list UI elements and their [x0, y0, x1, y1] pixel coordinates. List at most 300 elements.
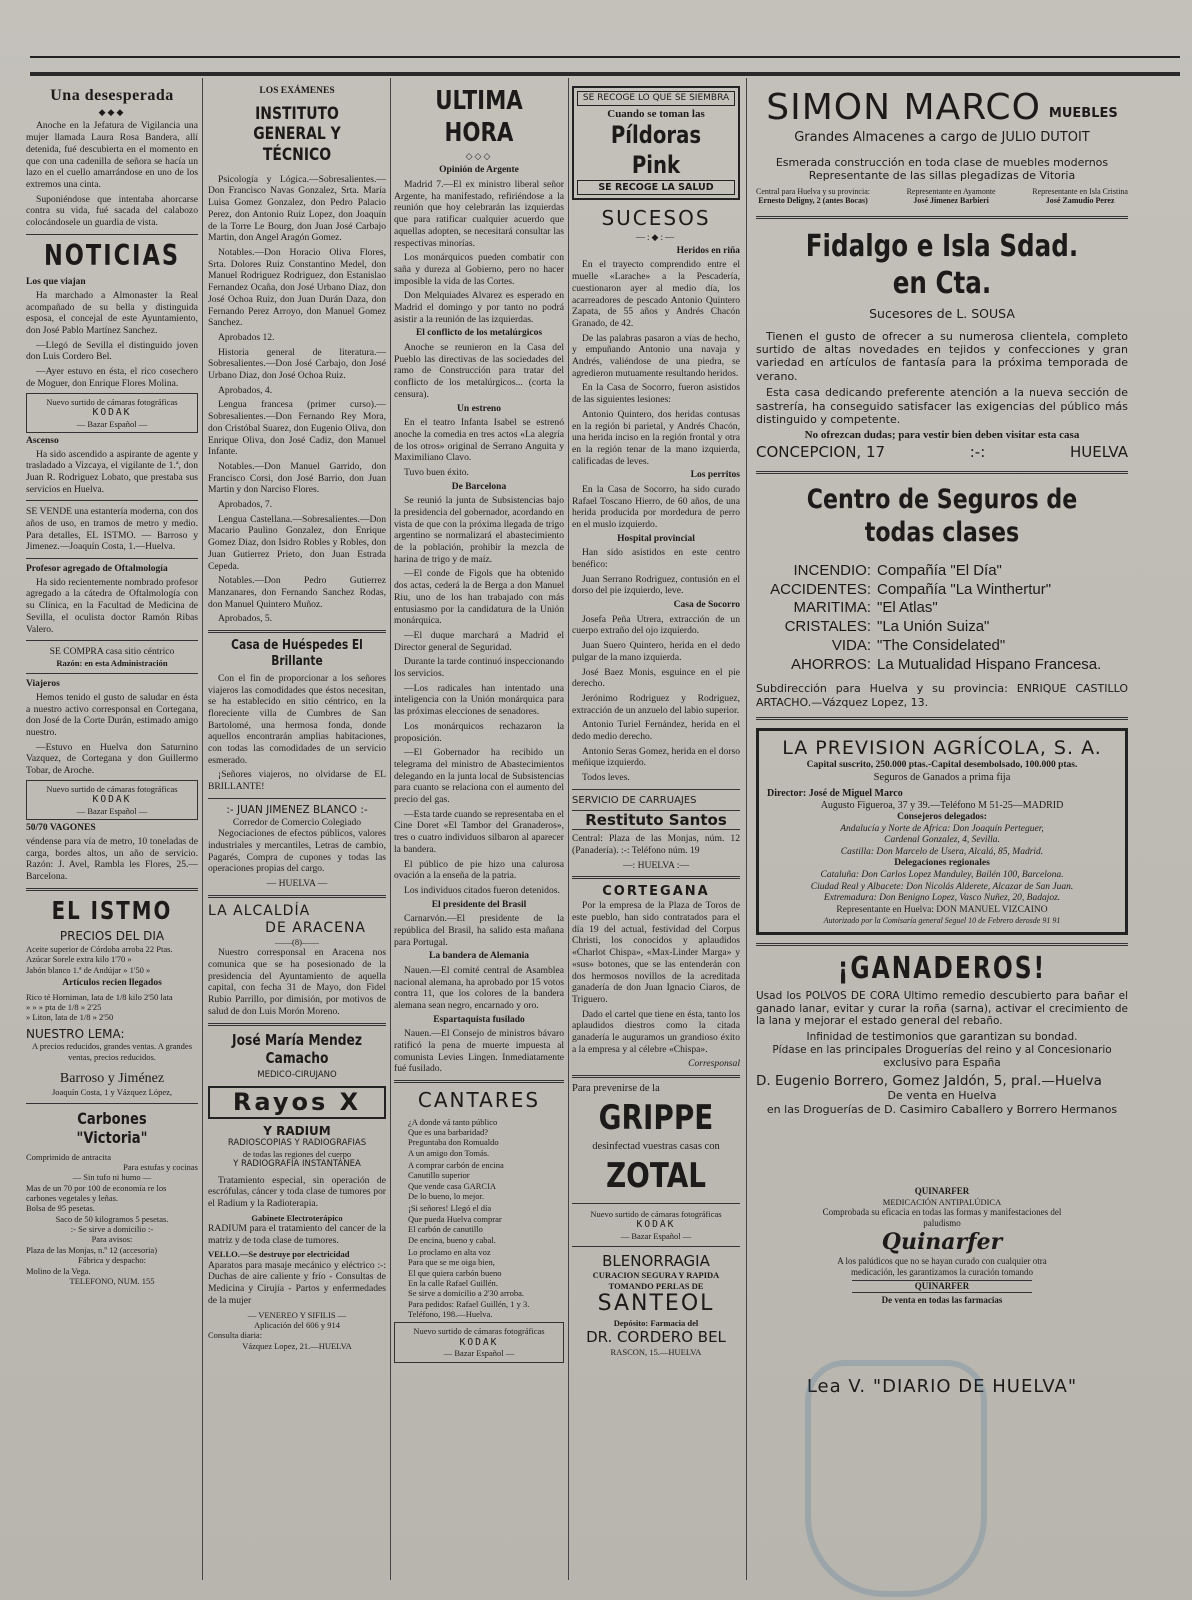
prevision-director: Director: José de Miguel Marco — [767, 787, 903, 799]
articulos-row: » Liton, lata de 1/8 » 2'50 — [26, 1012, 114, 1023]
brasil-title: El presidente del Brasil — [431, 899, 527, 910]
divider — [208, 1023, 386, 1026]
carbones-line: Comprimido de antracita — [26, 1151, 111, 1162]
socorro-text7: Todos leves. — [582, 772, 630, 784]
precios-row: Aceite superior de Córdoba arroba 22 Ptas. — [26, 944, 173, 955]
lema-title: NUESTRO LEMA: — [26, 1026, 125, 1041]
blanco-text: Negociaciones de efectos públicos, valores industriales y mercantiles, Letras de cambio, Pagarés, Compra de cupones y todas las operaciones propias del cargo. — [208, 828, 386, 875]
quinarfer-top: QUINARFER — [914, 1185, 970, 1196]
kodak-brand: KODAK — [92, 794, 132, 806]
blanco-city: — HUELVA — — [266, 878, 328, 890]
kodak-intro: Nuevo surtido de cámaras fotográficas — [46, 783, 178, 794]
hospital-text: Han sido asistidos en este centro benéfico: — [572, 547, 740, 571]
delegaciones-row: Extremadura: Don Benigno Lopez, Vasco Nuñez, 20, Badajoz. — [823, 893, 1061, 904]
ascenso-title: Ascenso — [26, 435, 59, 446]
carbones-line: Molino de la Vega. — [26, 1265, 91, 1276]
heridos-text4: Antonio Quintero, dos heridas contusas en la región bi parietal, y Andrés Chacón, una herida inciso en la región frontal y otra en la región tenar de la mano izquierda, calificadas de leves. — [572, 408, 740, 467]
library-stamp-watermark — [805, 1360, 987, 1597]
rayos-line: de todas las regiones del cuerpo — [242, 1148, 352, 1159]
fidalgo-sep: :-: — [969, 442, 986, 461]
exam-para: Aprobados, 7. — [218, 499, 273, 511]
socorro-text6: Antonio Seras Gomez, herida en el dorso meñique izquierdo. — [572, 745, 740, 769]
divider — [26, 558, 198, 559]
alcaldia-text: Nuestro corresponsal en Aracena nos comunica que se ha posesionado de la presidencia del Ayuntamiento de aquella capital, con fecha 31 de Mayo, don Fidel Rubio Parrillo, por dimisión, por motivos de salud de don Luis Morón Moreno. — [208, 947, 386, 1017]
divider — [756, 943, 1128, 946]
simon-tag: MUEBLES — [1048, 106, 1118, 122]
cantares-line: ¿A donde vá tanto público — [408, 1116, 498, 1127]
kodak-shop: — Bazar Español — — [76, 805, 148, 816]
estreno-text: En el teatro Infanta Isabel se estrenó anoche la comedia en tres actos «La alegría de los otros» original de Serrano Anguita y Maximiliano Clavo. — [394, 417, 564, 464]
hospital-title: Hospital provincial — [617, 533, 695, 544]
heridos-text: En el trayecto comprendido entre el muelle «Larache» a la Pescadería, cuestionaron ayer al medio día, los acarreadores de pescado Antonio Quintero Zapata, de 55 años y Andrés Chacón Granado, de 42. — [572, 259, 740, 329]
carbones-line: Mas de un 70 por 100 de economía re los carbones vegetales y leñas. — [26, 1182, 167, 1204]
exam-para: Notables.—Don Pedro Gutierrez Manzanares, don Fernando Sanchez Rodas, don Manuel Quintero Muñoz. — [208, 575, 386, 610]
divider — [572, 1246, 740, 1247]
barcelona-text5: —Los radicales han intentado una inteligencia con la Unión monárquica para las próximas elecciones de senadores. — [394, 682, 564, 718]
seguros-row — [756, 656, 1128, 675]
cantares-line: El carbón de canutillo — [408, 1224, 483, 1235]
cortegana-sign: Corresponsal — [688, 1058, 740, 1070]
quinarfer-ad — [822, 1186, 1062, 1306]
desesperada-text2: Suponiéndose que intentaba ahorcarse contra su vida, fué sacada del calabozo colocándosele un guardia de vista. — [26, 193, 198, 229]
seguros-sub: Subdirección para Huelva y su provincia: ENRIQUE CASTILLO ARTACHO.—Vázquez Lopez, 13. — [756, 682, 1128, 709]
consejeros-row: Andalucía y Norte de Africa: Don Joaquín Perteguer, — [840, 823, 1044, 834]
fidalgo-text2: Esta casa dedicando preferente atención a la nueva sección de sastrería, ha conseguido satisfacer las exigencias del público más distinguido y competente. — [756, 386, 1128, 426]
simon-line1: Esmerada construcción en toda clase de muebles modernos — [775, 155, 1109, 169]
carbones-line: — Sin tufo ni humo — — [72, 1172, 152, 1183]
grippe-intro: Para prevenirse de la — [572, 1083, 660, 1095]
barcelona-text4: Durante la tarde continuó inspeccionando los servicios. — [394, 656, 564, 680]
fidalgo-text: Tienen el gusto de ofrecer a su numerosa clientela, completo surtido de altas novedades en tejidos y confecciones y gran variedad en artículos de fantasía para la próxima temporada de verano. — [756, 329, 1128, 383]
carbones-line: TELEFONO, NUM. 155 — [69, 1275, 155, 1286]
prof-title: Profesor agregado de Oftalmología — [26, 564, 168, 575]
prevision-addr: Augusto Figueroa, 37 y 39.—Teléfono M 51-25—MADRID — [820, 799, 1064, 811]
kodak-brand: KODAK — [636, 1219, 676, 1231]
barcelona-title: De Barcelona — [451, 481, 507, 492]
divider — [572, 1203, 740, 1204]
carbones-line: Para avisos: — [91, 1234, 133, 1245]
exam-para: Historia general de literatura.—Sobresalientes.—Don José Carbajo, don José Urbano Diaz, don José Ochoa Ruiz. — [208, 346, 386, 382]
column-1 — [26, 82, 198, 1580]
noticias-title: NOTICIAS — [43, 238, 181, 272]
mendez-title: José María Mendez Camacho — [231, 1030, 363, 1067]
pink-title: Píldoras Pink — [610, 121, 702, 179]
cantares-line: Preguntaba don Romualdo — [408, 1137, 499, 1148]
exam-para: Psicología y Lógica.—Sobresalientes.—Don Francisco Navas Gonzalez, Srta. María Luisa Gomez Gonzalez, don Pedro Palacio Perez, don Antonio Ruiz Lopez, don Joaquín de la Torre Le Bourg, don Juan José Carbajo Martin, don Angel Aragón Gomez. — [208, 173, 386, 244]
kodak-intro: Nuevo surtido de cámaras fotográficas — [413, 1326, 545, 1337]
cantares-line: De encina, bueno y cabal. — [408, 1234, 496, 1245]
borrero-title: D. Eugenio Borrero, Gomez Jaldón, 5, pral.—Huelva — [756, 1072, 1102, 1089]
socorro-text2: Juan Suero Quintero, herida en el dedo pulgar de la mano izquierda. — [572, 640, 740, 663]
esparta-title: Espartaquista fusilado — [433, 1014, 525, 1025]
carbones-line: :- Se sirve a domicilio :- — [70, 1224, 154, 1235]
fidalgo-text3: No ofrezcan dudas; para vestir bien deben visitar esta casa — [804, 429, 1080, 442]
divider — [394, 1080, 564, 1083]
perritos-text: En la Casa de Socorro, ha sido curado Rafael Toscano Hierro, de 60 años, de una herida producida por mordedura de perro en el muslo izquierdo. — [572, 483, 740, 531]
alcaldia-title: LA ALCALDÍA — [208, 902, 311, 919]
viajan-title: Los que viajan — [26, 277, 86, 288]
deposito: Depósito: Farmacia del — [613, 1317, 699, 1328]
seguros-value: La Mutualidad Hispano Francesa. — [877, 655, 1102, 673]
socorro-text4: Jerónimo Rodriguez y Rodriguez, extracción de un anzuelo del labio superior. — [572, 692, 740, 716]
alemania-text: Nauen.—El comité central de Asamblea nacional alemana, ha aprobado por 15 votos contra 11, que los colores de la bandera alemana sean negro, encarnado y oro. — [394, 964, 564, 1012]
borrero-text: De venta en Huelva — [887, 1089, 997, 1103]
exam-para: Aprobados, 4. — [218, 384, 273, 396]
simon-reps — [756, 187, 1128, 207]
prevision-seguros: Seguros de Ganados a prima fija — [873, 772, 1011, 783]
heridos-text2: De las palabras pasaron a vías de hecho, y empuñando Antonio una navaja y Andrés, valiéndose de una piedra, se agredieron mutuamente resultando heridos. — [572, 332, 740, 379]
grippe-text: desinfectad vuestras casas con — [592, 1141, 720, 1153]
rayos-sub: Y RADIUM — [263, 1123, 331, 1138]
hospital-text2: Juan Serrano Rodriguez, contusión en el dorso del pie izquierdo, leve. — [572, 573, 740, 597]
pink-mid: Cuando se toman las — [607, 107, 705, 120]
rayos-title: Rayos X — [208, 1086, 386, 1119]
alcaldia-num: ——(8)—— — [275, 937, 319, 948]
socorro-text: Josefa Peña Utrera, extracción de un cuerpo extraño del ojo izquierdo. — [572, 613, 740, 637]
exam-para: Lengua francesa (primer curso).—Sobresalientes.—Don Fernando Rey Mora, don Cristóbal Suarez, don Eugenio Oliva, don Enrique Oliva, don José Cadiz, don Manuel Infante. — [208, 399, 386, 458]
cortegana-text: Por la empresa de la Plaza de Toros de este pueblo, han sido contratados para el día 19 del actual, festividad del Corpus Christi, los conocidos y aplaudidos «Charlot Chispa», «Max-Linder Marga» y «sus» botones, que se las entenderán con dos hermosos novillos de la acreditada ganadería de don Juan Ignacio Ciaros, de Triguero. — [572, 900, 740, 1005]
socorro-title: Casa de Socorro — [673, 600, 740, 611]
estreno-text2: Tuvo buen éxito. — [404, 466, 469, 478]
cordero-addr: RASCON, 15.—HUELVA — [610, 1346, 702, 1357]
compra-text: SE COMPRA casa sitio céntrico — [49, 646, 175, 658]
ornament: ◆◆◆ — [98, 106, 126, 117]
compra-text2: Razón: en esta Administración — [56, 657, 168, 668]
exam-para: Notables.—Don Manuel Garrido, don Francisco Corsi, don José Barrio, don Juan Martin y don Narciso Flores. — [208, 460, 386, 496]
column-5 — [756, 82, 1128, 1580]
column-2 — [208, 82, 386, 1580]
cantares-line: Teléfono, 198.—Huelva. — [408, 1309, 493, 1320]
cantares-line: El que quiera carbón bueno — [408, 1267, 502, 1278]
divider — [756, 216, 1128, 219]
pink-top: SE RECOGE LO QUE SE SIEMBRA — [577, 91, 735, 106]
cantares-line: Que vende casa GARCIA — [408, 1180, 497, 1191]
socorro-text5: Antonio Turiel Fernández, herida en el dedo medio derecho. — [572, 719, 740, 743]
seguros-label: AHORROS: — [790, 655, 871, 673]
gabinete: Gabinete Electroterápico — [251, 1212, 343, 1223]
kodak-shop: — Bazar Español — — [443, 1348, 515, 1359]
cantares-line: Para pedidos: Rafael Guillén, 1 y 3. — [408, 1298, 530, 1309]
consulta-addr: Vázquez Lopez, 21.—HUELVA — [242, 1340, 352, 1351]
fidalgo-sub: Sucesores de L. SOUSA — [869, 306, 1015, 322]
viajan-text3: —Ayer estuvo en ésta, el rico cosechero de Moguer, don Enrique Flores Molina. — [26, 366, 198, 389]
cantares-title: CANTARES — [417, 1088, 541, 1113]
blen-title: BLENORRAGIA — [602, 1252, 710, 1271]
seguros-row — [756, 637, 1128, 656]
simon-rep-value: Ernesto Deligny, 2 (antes Bocas) — [758, 196, 868, 206]
argente-text: Madrid 7.—El ex ministro liberal señor Argente, ha manifestado, refiriéndose a la reunión que hoy celebrarán las izquierdas que para ratificar cualquier acuerdo que aquellas adopten, se necesitará consultar las respectivas minorías. — [394, 178, 564, 249]
fidalgo-city: HUELVA — [1069, 442, 1128, 461]
quinarfer-text2: A los palúdicos que no se hayan curado con cualquier otra medicación, les garantizamos la curación tomando — [837, 1256, 1047, 1277]
barcelona-text: Se reunió la junta de Subsistencias bajo la presidencia del gobernador, acordando en vista de que con la próxima llegada de trigo argentino se normalizará el abastecimiento de la población, prohibir la mezcla de harina de trigo y de maíz. — [394, 495, 564, 565]
perritos-title: Los perritos — [690, 470, 740, 481]
santos-city: —: HUELVA :— — [622, 859, 690, 871]
cantares-line: Lo proclamo en alta voz — [408, 1246, 491, 1257]
seguros-title: Centro de Seguros de todas clases — [806, 484, 1078, 548]
divider — [572, 789, 740, 790]
socorro-text3: José Baez Monis, esguince en el pie derecho. — [572, 666, 740, 690]
carruajes-title: SERVICIO DE CARRUAJES — [572, 794, 697, 806]
divider — [756, 717, 1128, 720]
carbones-line: Bolsa de 95 pesetas. — [26, 1203, 95, 1214]
seguros-value: Compañía "El Día" — [877, 561, 1002, 579]
brillante-text2: ¡Señores viajeros, no olvidarse de EL BRILLANTE! — [208, 769, 386, 793]
vende-text: SE VENDE una estantería moderna, con dos años de uso, en tramos de metro y medio. Para detalles, EL ISTMO. — Barroso y Jimenez.—Joaquín Costa, 1.—Huelva. — [26, 506, 198, 553]
delegaciones-row: Cataluña: Don Carlos Lopez Manduley, Bailén 100, Barcelona. — [820, 870, 1064, 881]
ganaderos-title: ¡GANADEROS! — [837, 951, 1047, 987]
examenes-title: LOS EXÁMENES — [259, 86, 335, 96]
viajeros-text: Hemos tenido el gusto de saludar en ésta a nuestro activo corresponsal en Cortegana, don José de la Corte Durán, estimado amigo nuestro. — [26, 691, 198, 738]
seguros-row — [756, 581, 1128, 600]
cordero-title: DR. CORDERO BEL — [586, 1328, 726, 1347]
radium-text: RADIUM para el tratamiento del cancer de la matriz y de toda clase de tumores. — [208, 1222, 386, 1246]
delegaciones-row: Representante en Huelva: DON MANUEL VIZCAINO — [836, 904, 1048, 915]
divider — [26, 640, 198, 641]
divider — [26, 234, 198, 235]
simon-rep-title: Representante en Ayamonte — [906, 186, 996, 196]
quinarfer-venta: De venta en todas las farmacias — [881, 1294, 1003, 1305]
simon-rep-value: José Jimenez Barbieri — [913, 196, 989, 206]
barcelona-text10: Los individuos citados fueron detenidos. — [404, 884, 560, 896]
barcelona-text6: Los monárquicos rechazaron la proposición. — [394, 720, 564, 744]
cantares-line: En la calle Rafael Guillén. — [408, 1277, 498, 1288]
aplicacion: Aplicación del 606 y 914 — [254, 1319, 340, 1330]
seguros-label: CRISTALES: — [784, 618, 871, 636]
precios-row: Jabón blanco 1.ª de Andújar » 1'50 » — [26, 964, 151, 975]
column-4 — [572, 82, 740, 1580]
seguros-label: VIDA: — [831, 636, 871, 654]
lea-text: Lea V. "DIARIO DE HUELVA" — [806, 1375, 1078, 1397]
kodak-brand: KODAK — [459, 1336, 499, 1348]
articulos-row: » » » pta de 1/8 » 2'25 — [26, 1002, 102, 1013]
cantares-line: A comprar carbón de encina — [408, 1159, 504, 1170]
vagones-title: 50/70 VAGONES — [26, 823, 96, 834]
seguros-label: ACCIDENTES: — [770, 580, 871, 598]
blen-sub2: TOMANDO PERLAS DE — [608, 1280, 704, 1291]
prevision-auth: Autorizado por la Comisaría general Seguel 10 de Febrero derosde 91 91 — [823, 916, 1061, 926]
exam-para: Aprobados, 5. — [218, 613, 273, 625]
barcelona-text7: —El Gobernador ha recibido un telegrama del ministro de Abastecimientos delegando en la junta local de Subsistencias para cuanto se relaciona con el aumento del precio del gas. — [394, 747, 564, 806]
pink-bottom: SE RECOGE LA SALUD — [577, 180, 735, 196]
alemania-title: La bandera de Alemania — [428, 951, 530, 962]
simon-rep-title: Central para Huelva y su provincia: — [756, 186, 870, 196]
simon-title: SIMON MARCO — [766, 87, 1041, 128]
seguros-row — [756, 618, 1128, 637]
articulos-row: Rico té Horniman, lata de 1/8 kilo 2'50 lata — [26, 991, 173, 1002]
seguros-label: MARITIMA: — [793, 599, 871, 617]
metal-title: El conflicto de los metalúrgicos — [415, 328, 543, 339]
cantares-line: A un amigo don Tomás. — [408, 1147, 490, 1158]
fidalgo-title: Fidalgo e Isla Sdad. en Cta. — [805, 229, 1079, 301]
consejeros-row: Castilla: Don Marcelo de Usera, Alcalá, 85, Madrid. — [840, 846, 1044, 857]
zotal-title: ZOTAL — [605, 1156, 707, 1197]
sucesos-title: SUCESOS — [601, 206, 711, 231]
consejeros-title: Consejeros delegados: — [897, 812, 987, 823]
simon-rep-value: José Zamudio Perez — [1045, 196, 1115, 206]
kodak-ad — [26, 393, 198, 433]
argente-title: Opinión de Argente — [439, 165, 519, 176]
kodak-brand: KODAK — [92, 406, 132, 418]
rayos-text: Tratamiento especial, sin operación de escrófulas, cáncer y toda clase de tumores por el Radium y la Radioterapia. — [208, 1174, 386, 1209]
simon-rep-title: Representante en Isla Cristina — [1032, 186, 1128, 196]
kodak-shop: — Bazar Español — — [620, 1230, 692, 1241]
simon-line2: Representante de las sillas plegadizas de Vitoria — [808, 169, 1076, 183]
argente-text2: Los monárquicos pueden combatir con saña y dureza al Gobierno, pero no hacer imposible la vida de las Cortes. — [394, 252, 564, 287]
santeol-title: SANTEOL — [597, 1291, 715, 1317]
cortegana-text2: Dado el cartel que tiene en ésta, tanto los aplaudidos diestros como la citada ganadería le auguramos un grandioso éxito a la empresa y al célebre «Chispa». — [572, 1008, 740, 1055]
brillante-text: Con el fin de proporcionar a los señores viajeros las comodidades que éstos necesitan, se ha establecido en sitio céntrico, en la floreciente villa de Cumbres de San Bartolomé, una hermosa fonda, donde aquellos encontrarán amplias habitaciones, con todas las comodidades de un servicio esmerado. — [208, 672, 386, 766]
simon-header — [756, 86, 1128, 130]
quinarfer-med: MEDICACIÓN ANTIPALÚDICA — [882, 1196, 1002, 1207]
top-rule-thick — [30, 72, 1180, 76]
lema-text: A precios reducidos, grandes ventas. A grandes ventas, precios reducidos. — [31, 1041, 193, 1062]
exam-para: Lengua Castellana.—Sobresalientes.—Don Macario Paulino Gonzalez, don Enrique Gomez Diaz, don Isidro Robles y Robles, don Juan Gutierrez Prieto, don Juan Estrada Cepeda. — [208, 513, 386, 572]
ganaderos-text2: Infinidad de testimonios que garantizan su bondad. — [806, 1031, 1078, 1044]
kodak-intro: Nuevo surtido de cámaras fotográficas — [590, 1208, 722, 1219]
ganaderos-text3: Pídase en las principales Droguerías del reino y al Concesionario exclusivo para España — [772, 1044, 1112, 1069]
column-rule — [202, 78, 203, 1580]
seguros-value: "La Unión Suiza" — [877, 618, 990, 636]
ornament: —:◆:— — [636, 231, 676, 242]
santos-title: Restituto Santos — [572, 810, 740, 830]
pink-ad — [572, 86, 740, 200]
viajan-text2: —Llegó de Sevilla el distinguido joven don Luis Cordero Bel. — [26, 339, 198, 363]
barcelona-text8: —Esta tarde cuando se representaba en el Cine Doret «El Tambor del Granaderos», tres o cuatro individuos silbaron al aparecer la bandera. — [394, 808, 564, 855]
carbones-line: Para estufas y cocinas — [123, 1161, 198, 1172]
barcelona-text3: —El duque marchará a Madrid el Director general de Seguridad. — [394, 629, 564, 653]
divider — [208, 630, 386, 633]
cantares-line: Canutillo superior — [408, 1170, 470, 1181]
barroso-title: Barroso y Jiménez — [59, 1071, 165, 1087]
top-rule — [30, 56, 1180, 58]
kodak-ad — [26, 780, 198, 820]
exam-para: Aprobados 12. — [218, 331, 275, 343]
estreno-title: Un estreno — [457, 403, 501, 414]
divider — [26, 888, 198, 891]
mendez-sub: MEDICO-CIRUJANO — [257, 1070, 337, 1081]
desesperada-title: Una desesperada — [50, 87, 174, 104]
divider — [26, 673, 198, 674]
istmo-title: EL ISTMO — [51, 896, 173, 926]
fidalgo-addr-line — [756, 443, 1128, 461]
delegaciones-row: Ciudad Real y Albacete: Don Nicolás Alderete, Alcazar de San Juan. — [810, 881, 1074, 892]
desesperada-text: Anoche en la Jefatura de Vigilancia una mujer llamada Laura Rosa Bandera, allí detenida, fué descubierta en el momento en que con una cadenilla de señora se hacía un lazo en el cuello amarrándose en uno de los extremos una cinta. — [26, 120, 198, 190]
rayos-line: RADIOSCOPIAS Y RADIOGRAFIAS — [227, 1138, 367, 1149]
barcelona-text9: El público de pie hizo una calurosa ovación a la enseña de la patria. — [394, 858, 564, 882]
cantares-block — [394, 1117, 564, 1320]
exam-para: Notables.—Don Horacio Oliva Flores, Srta. Dolores Ruiz Constantino Medel, don Manuel Rodriguez Rodriguez, don Estanislao Fernandez Ocaña, don José Urbano Diaz, don José Ochoa Ruiz, don Juan Durán Daza, don Fernando Perez Arroyo, don Manuel Gomez Sanchez. — [208, 247, 386, 329]
viajeros-title: Viajeros — [26, 679, 60, 690]
cantares-line: De lo bueno, lo mejor. — [408, 1191, 485, 1202]
viajan-text: Ha marchado a Almonaster la Real acompañado de su bella y distinguida esposa, el concejal de este Ayuntamiento, don José Pablo Martínez Sanchez. — [26, 289, 198, 336]
precios-title: PRECIOS DEL DIA — [59, 929, 165, 944]
borrero-text2: en las Droguerías de D. Casimiro Caballero y Borrero Hermanos — [766, 1102, 1118, 1116]
quinarfer-text: Comprobada su eficacia en todas las formas y manifestaciones del paludismo — [822, 1207, 1062, 1229]
ganaderos-text: Usad los POLVOS DE CORA Ultimo remedio descubierto para bañar el ganado lanar, evitar y curar la roña (sarna), activar el crecimiento de la lana y mejorar el estado general del rebaño. — [756, 989, 1128, 1028]
esparta-text: Nauen.—El Consejo de ministros bávaro ratificó la pena de muerte impuesta al comunista Levies Lingen. Inmediatamente fué fusilado. — [394, 1028, 564, 1075]
ultima-title: ULTIMA HORA — [435, 86, 523, 148]
column-rule — [568, 78, 569, 1580]
metal-text: Anoche se reunieron en la Casa del Pueblo las directivas de las sociedades del ramo de Construcción para tratar del conflicto de los metalúrgicos... (corta la censura). — [394, 342, 564, 400]
cantares-line: ¡Si señores! Llegó el día — [408, 1203, 492, 1214]
prof-text: Ha sido recientemente nombrado profesor agregado a la cátedra de Oftalmología con su Clínica, en la Facultad de Medicina de Sevilla, el oculista doctor Ramón Ribas Valero. — [26, 576, 198, 635]
consejeros-row: Cardenal Gonzalez, 4, Sevilla. — [884, 835, 1000, 846]
kodak-ad — [394, 1322, 564, 1362]
seguros-label: INCENDIO: — [793, 561, 871, 579]
cantares-line: Para que se me oiga bien, — [408, 1257, 495, 1268]
seguros-value: "El Atlas" — [877, 599, 938, 617]
carbones-line: Saco de 50 kilogramos 5 pesetas. — [55, 1213, 169, 1224]
cantares-line: Se sirve a domicilio a 2'30 arroba. — [408, 1288, 525, 1299]
simon-rep — [756, 187, 870, 207]
divider — [572, 1075, 740, 1078]
heridos-title: Heridos en riña — [676, 245, 740, 256]
column-rule — [390, 78, 391, 1580]
precios-row: Azúcar Sorele extra kilo 1'70 » — [26, 954, 132, 965]
venereo: — VENEREO Y SIFILIS — — [247, 1309, 347, 1320]
divider — [208, 798, 386, 799]
brillante-title: Casa de Huéspedes El Brillante — [231, 638, 363, 669]
seguros-row — [756, 562, 1128, 581]
argente-text3: Don Melquiades Alvarez es esperado en Madrid el domingo y por tanto no podrá asistir a la reunión de las izquierdas. — [394, 290, 564, 325]
barcelona-text2: —El conde de Figols que ha obtenido dos actas, cederá la de Berga a don Manuel Riu, uno de los han trabajado con más entusiasmo por la candidatura de la Unión monárquica. — [394, 568, 564, 627]
viajeros-text2: —Estuvo en Huelva don Saturnino Vazquez, de Cortegana y don Guillermo Tobar, de Aroche. — [26, 741, 198, 777]
kodak-shop: — Bazar Español — — [76, 418, 148, 429]
simon-rep — [907, 187, 996, 207]
simon-sub: Grandes Almacenes a cargo de JULIO DUTOIT — [794, 129, 1090, 145]
blanco-title: :- JUAN JIMENEZ BLANCO :- — [226, 803, 368, 816]
aparatos-text: Aparatos para masaje mecánico y eléctrico :-: Duchas de aire caliente y frío - Consultas de Medicina y Cirujía - Partos y enfermedades de la mujer — [208, 1259, 386, 1306]
prevision-capital: Capital suscrito, 250.000 ptas.-Capital desembolsado, 100.000 ptas. — [806, 760, 1078, 771]
cantares-line: Que pueda Huelva comprar — [408, 1213, 502, 1224]
seguros-row — [756, 599, 1128, 618]
barroso-addr: Joaquín Costa, 1 y Vázquez López, — [52, 1087, 172, 1098]
simon-rep — [1032, 187, 1128, 207]
quinarfer-logo: Quinarfer — [881, 1229, 1003, 1256]
divider — [208, 895, 386, 898]
brasil-text: Carnarvón.—El presidente de la república del Brasil, ha salido esta mañana para Portugal. — [394, 913, 564, 948]
cantares-line: Que es una barbaridad? — [408, 1126, 489, 1137]
carbones-title: Carbones "Victoria" — [76, 1108, 148, 1148]
kodak-intro: Nuevo surtido de cámaras fotográficas — [46, 396, 178, 407]
divider — [756, 471, 1128, 474]
consulta: Consulta diaria: — [208, 1330, 263, 1341]
vello-text: VELLO.—Se destruye por electricidad — [208, 1249, 350, 1260]
blen-sub1: CURACION SEGURA Y RAPIDA — [592, 1270, 720, 1281]
prevision-ad — [756, 728, 1128, 935]
divider — [26, 1103, 198, 1104]
prevision-title: LA PREVISION AGRÍCOLA, S. A. — [782, 737, 1102, 760]
divider — [26, 500, 198, 501]
column-3 — [394, 82, 564, 1580]
seguros-value: Compañía "La Winthertur" — [877, 580, 1052, 598]
seguros-value: "The Considelated" — [877, 636, 1006, 654]
cortegana-title: CORTEGANA — [602, 884, 710, 900]
alcaldia-title2: DE ARACENA — [265, 919, 366, 936]
vagones-text: véndense para vía de metro, 10 toneladas de carga, bordes altos, un año de servicio. Razón: J. Avel, Rambla les Flores, 25.—Barcelona. — [26, 835, 198, 882]
column-rule — [746, 78, 747, 1580]
carbones-line: Plaza de las Monjas, n.º 12 (accesoria) — [26, 1244, 158, 1255]
fidalgo-addr: CONCEPCION, 17 — [756, 442, 886, 461]
blanco-sub: Corredor de Comercio Colegiado — [232, 816, 362, 828]
santos-text: Central: Plaza de las Monjas, núm. 12 (Panadería). :-: Teléfono núm. 19 — [572, 833, 740, 857]
instituto-title: INSTITUTO GENERAL Y TÉCNICO — [253, 103, 341, 166]
grippe-title: GRIPPE — [598, 1097, 714, 1138]
heridos-text3: En la Casa de Socorro, fueron asistidos de las siguientes lesiones: — [572, 382, 740, 406]
ornament: ◇◇◇ — [465, 151, 493, 162]
carbones-line: Fábrica y despacho: — [78, 1255, 146, 1266]
divider — [572, 876, 740, 879]
